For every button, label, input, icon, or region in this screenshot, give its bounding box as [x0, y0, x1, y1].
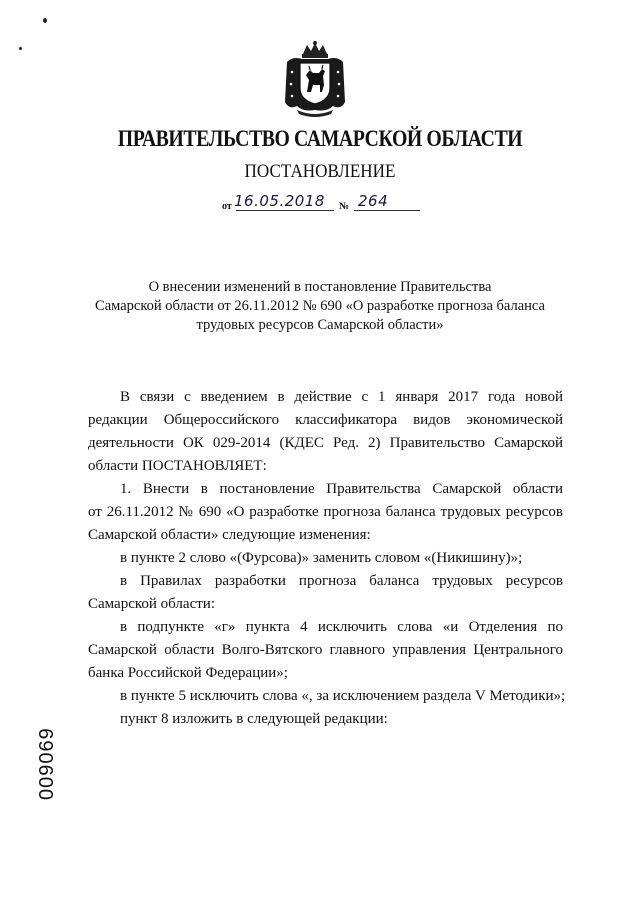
number-value: 264	[358, 192, 389, 210]
scan-speck	[19, 47, 22, 50]
body-line: пункт 8 изложить в следующей редакции:	[120, 711, 388, 727]
body-line: банка Российской Федерации»;	[88, 665, 288, 681]
scan-speck	[43, 18, 47, 23]
organization-title: ПРАВИТЕЛЬСТВО САМАРСКОЙ ОБЛАСТИ	[117, 126, 523, 151]
date-underline	[236, 210, 334, 211]
date-value: 16.05.2018	[234, 192, 325, 210]
body-line: в подпункте «г» пункта 4 исключить слова «и Отделения по	[120, 619, 563, 635]
body-line: от 26.11.2012 № 690 «О разработке прогноза баланса трудовых ресурсов	[88, 504, 563, 520]
body-line: Самарской области:	[88, 596, 215, 612]
samara-coat-of-arms-icon	[283, 40, 347, 118]
body-line: в Правилах разработки прогноза баланса трудовых ресурсов	[120, 573, 563, 589]
body-line: редакции Общероссийского классификатора видов экономической	[88, 412, 563, 428]
body-line: деятельности ОК 029-2014 (КДЕС Ред. 2) Правительство Самарской	[88, 435, 563, 451]
subject-line: О внесении изменений в постановление Правительства	[148, 279, 492, 295]
body-line: 1. Внести в постановление Правительства Самарской области	[120, 481, 563, 497]
document-body	[88, 386, 566, 731]
body-line: Самарской области Волго-Вятского главного управления Центрального	[88, 642, 563, 658]
body-line: Самарской области» следующие изменения:	[88, 527, 371, 543]
body-line: области ПОСТАНОВЛЯЕТ:	[88, 458, 267, 474]
body-line: в пункте 5 исключить слова «, за исключением раздела V Методики»;	[120, 688, 566, 704]
body-line: в пункте 2 слово «(Фурсова)» заменить словом «(Никишину)»;	[120, 550, 523, 566]
document-subject	[80, 278, 560, 335]
registration-number: 009069	[36, 727, 58, 800]
number-prefix: №	[339, 201, 350, 212]
number-underline	[354, 210, 420, 211]
subject-line: трудовых ресурсов Самарской области»	[196, 317, 444, 333]
subject-line: Самарской области от 26.11.2012 № 690 «О разработке прогноза баланса	[95, 298, 545, 314]
document-type: ПОСТАНОВЛЕНИЕ	[244, 161, 396, 182]
date-prefix: от	[222, 201, 232, 212]
body-line: В связи с введением в действие с 1 января 2017 года новой	[120, 389, 563, 405]
